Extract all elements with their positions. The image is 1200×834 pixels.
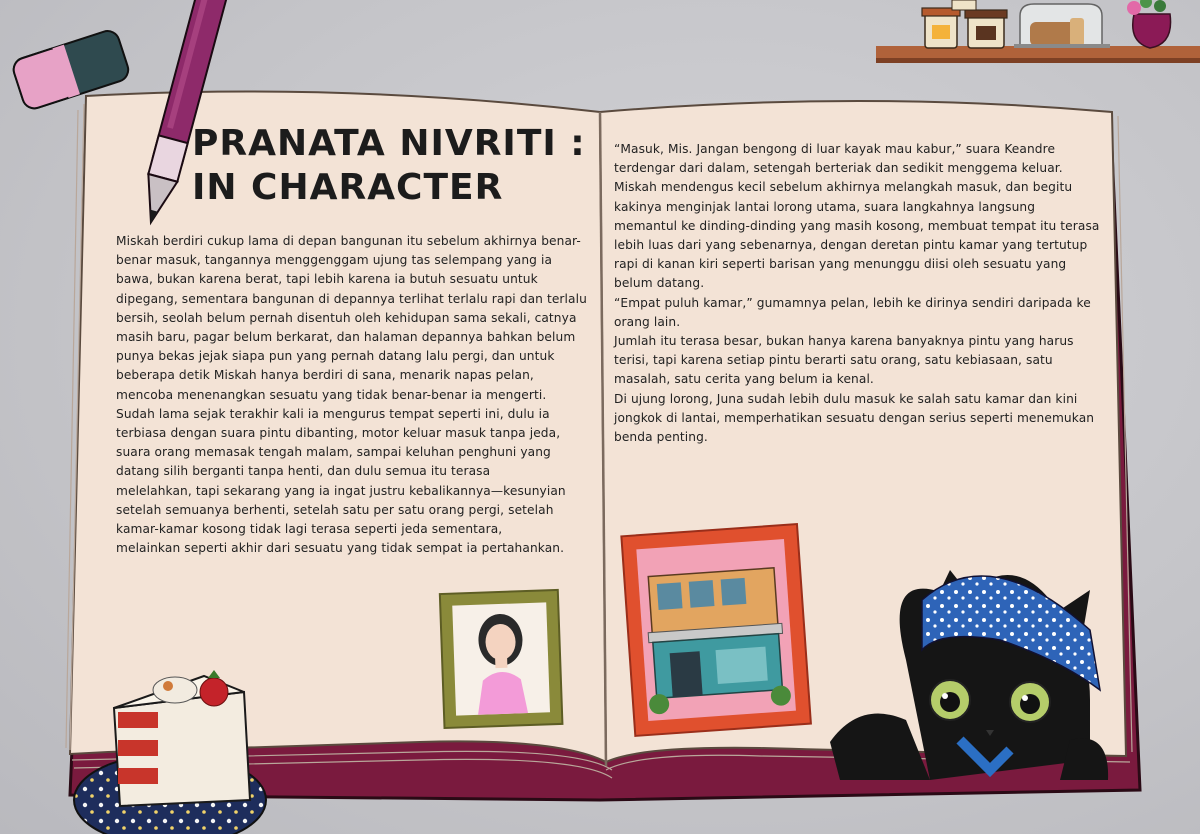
left-page-text bbox=[116, 232, 592, 558]
right-paragraph-3: Jumlah itu terasa besar, bukan hanya karena banyaknya pintu yang harus terisi, tapi karena setiap pintu berarti satu orang, satu kebiasaan, satu masalah, satu cerita yang belum ia kenal. bbox=[614, 334, 1074, 387]
stamp-portrait bbox=[440, 590, 563, 728]
stamp-building bbox=[621, 524, 811, 736]
title-line-1: PRANATA NIVRITI : bbox=[192, 123, 586, 164]
right-paragraph-4: Di ujung lorong, Juna sudah lebih dulu masuk ke salah satu kamar dan kini jongkok di lantai, memperhatikan sesuatu dengan serius seperti menemukan benda penting. bbox=[614, 391, 1095, 445]
bread-dome-icon bbox=[1014, 4, 1110, 48]
left-paragraph-2: Sudah lama sejak terakhir kali ia mengurus tempat seperti ini, dulu ia terbiasa dengan suara pintu dibanting, motor keluar masuk tanpa jeda, suara orang memasak tengah malam, sampai keluhan penghuni yang datang silih berganti tanpa henti, dan dulu semua itu terasa melelahkan, tapi sekarang yang ia ingat justru kebalikannya—kesunyian setelah semuanya berhenti, setelah satu per satu orang pergi, setelah kamar-kamar kosong tidak lagi terasa seperti jeda sementara, melainkan seperti akhir dari sesuatu yang tidak sempat ia pertahankan. bbox=[116, 406, 566, 556]
shelf bbox=[876, 46, 1200, 63]
jar-icon bbox=[922, 0, 1007, 48]
right-page-text bbox=[614, 140, 1100, 447]
title-line-2: IN CHARACTER bbox=[192, 167, 504, 208]
plant-pot-icon bbox=[1127, 0, 1171, 48]
right-paragraph-1: “Masuk, Mis. Jangan bengong di luar kayak mau kabur,” suara Keandre terdengar dari dalam, setengah berteriak dan sedikit menggema keluar. Miskah mendengus kecil sebelum akhirnya melangkah masuk, dan begitu kakinya menginjak lantai lorong utama, suara langkahnya langsung memantul ke dinding-dinding yang masih kosong, membuat tempat itu terasa lebih luas dari yang sebenarnya, dengan deretan pintu kamar yang tertutup rapi di kanan kiri seperti barisan yang menunggu diisi oleh sesuatu yang belum datang. bbox=[614, 142, 1100, 291]
left-paragraph-1: Miskah berdiri cukup lama di depan bangunan itu sebelum akhirnya benar-benar masuk, tangannya menggenggam ujung tas selempang yang ia bawa, bukan karena berat, tapi lebih karena ia butuh sesuatu untuk dipegang, sementara bangunan di depannya terlihat terlalu rapi dan terlalu bersih, seolah belum pernah disentuh oleh kehidupan sama sekali, catnya masih baru, pagar belum berkarat, dan halaman depannya bahkan belum punya bekas jejak siapa pun yang pernah datang lalu pergi, dan untuk beberapa detik Miskah hanya berdiri di sana, menarik napas pelan, mencoba menenangkan sesuatu yang tidak benar-benar ia mengerti. bbox=[116, 234, 587, 402]
right-paragraph-2: “Empat puluh kamar,” gumamnya pelan, lebih ke dirinya sendiri daripada ke orang lain. bbox=[614, 295, 1091, 329]
page-title bbox=[192, 122, 586, 210]
